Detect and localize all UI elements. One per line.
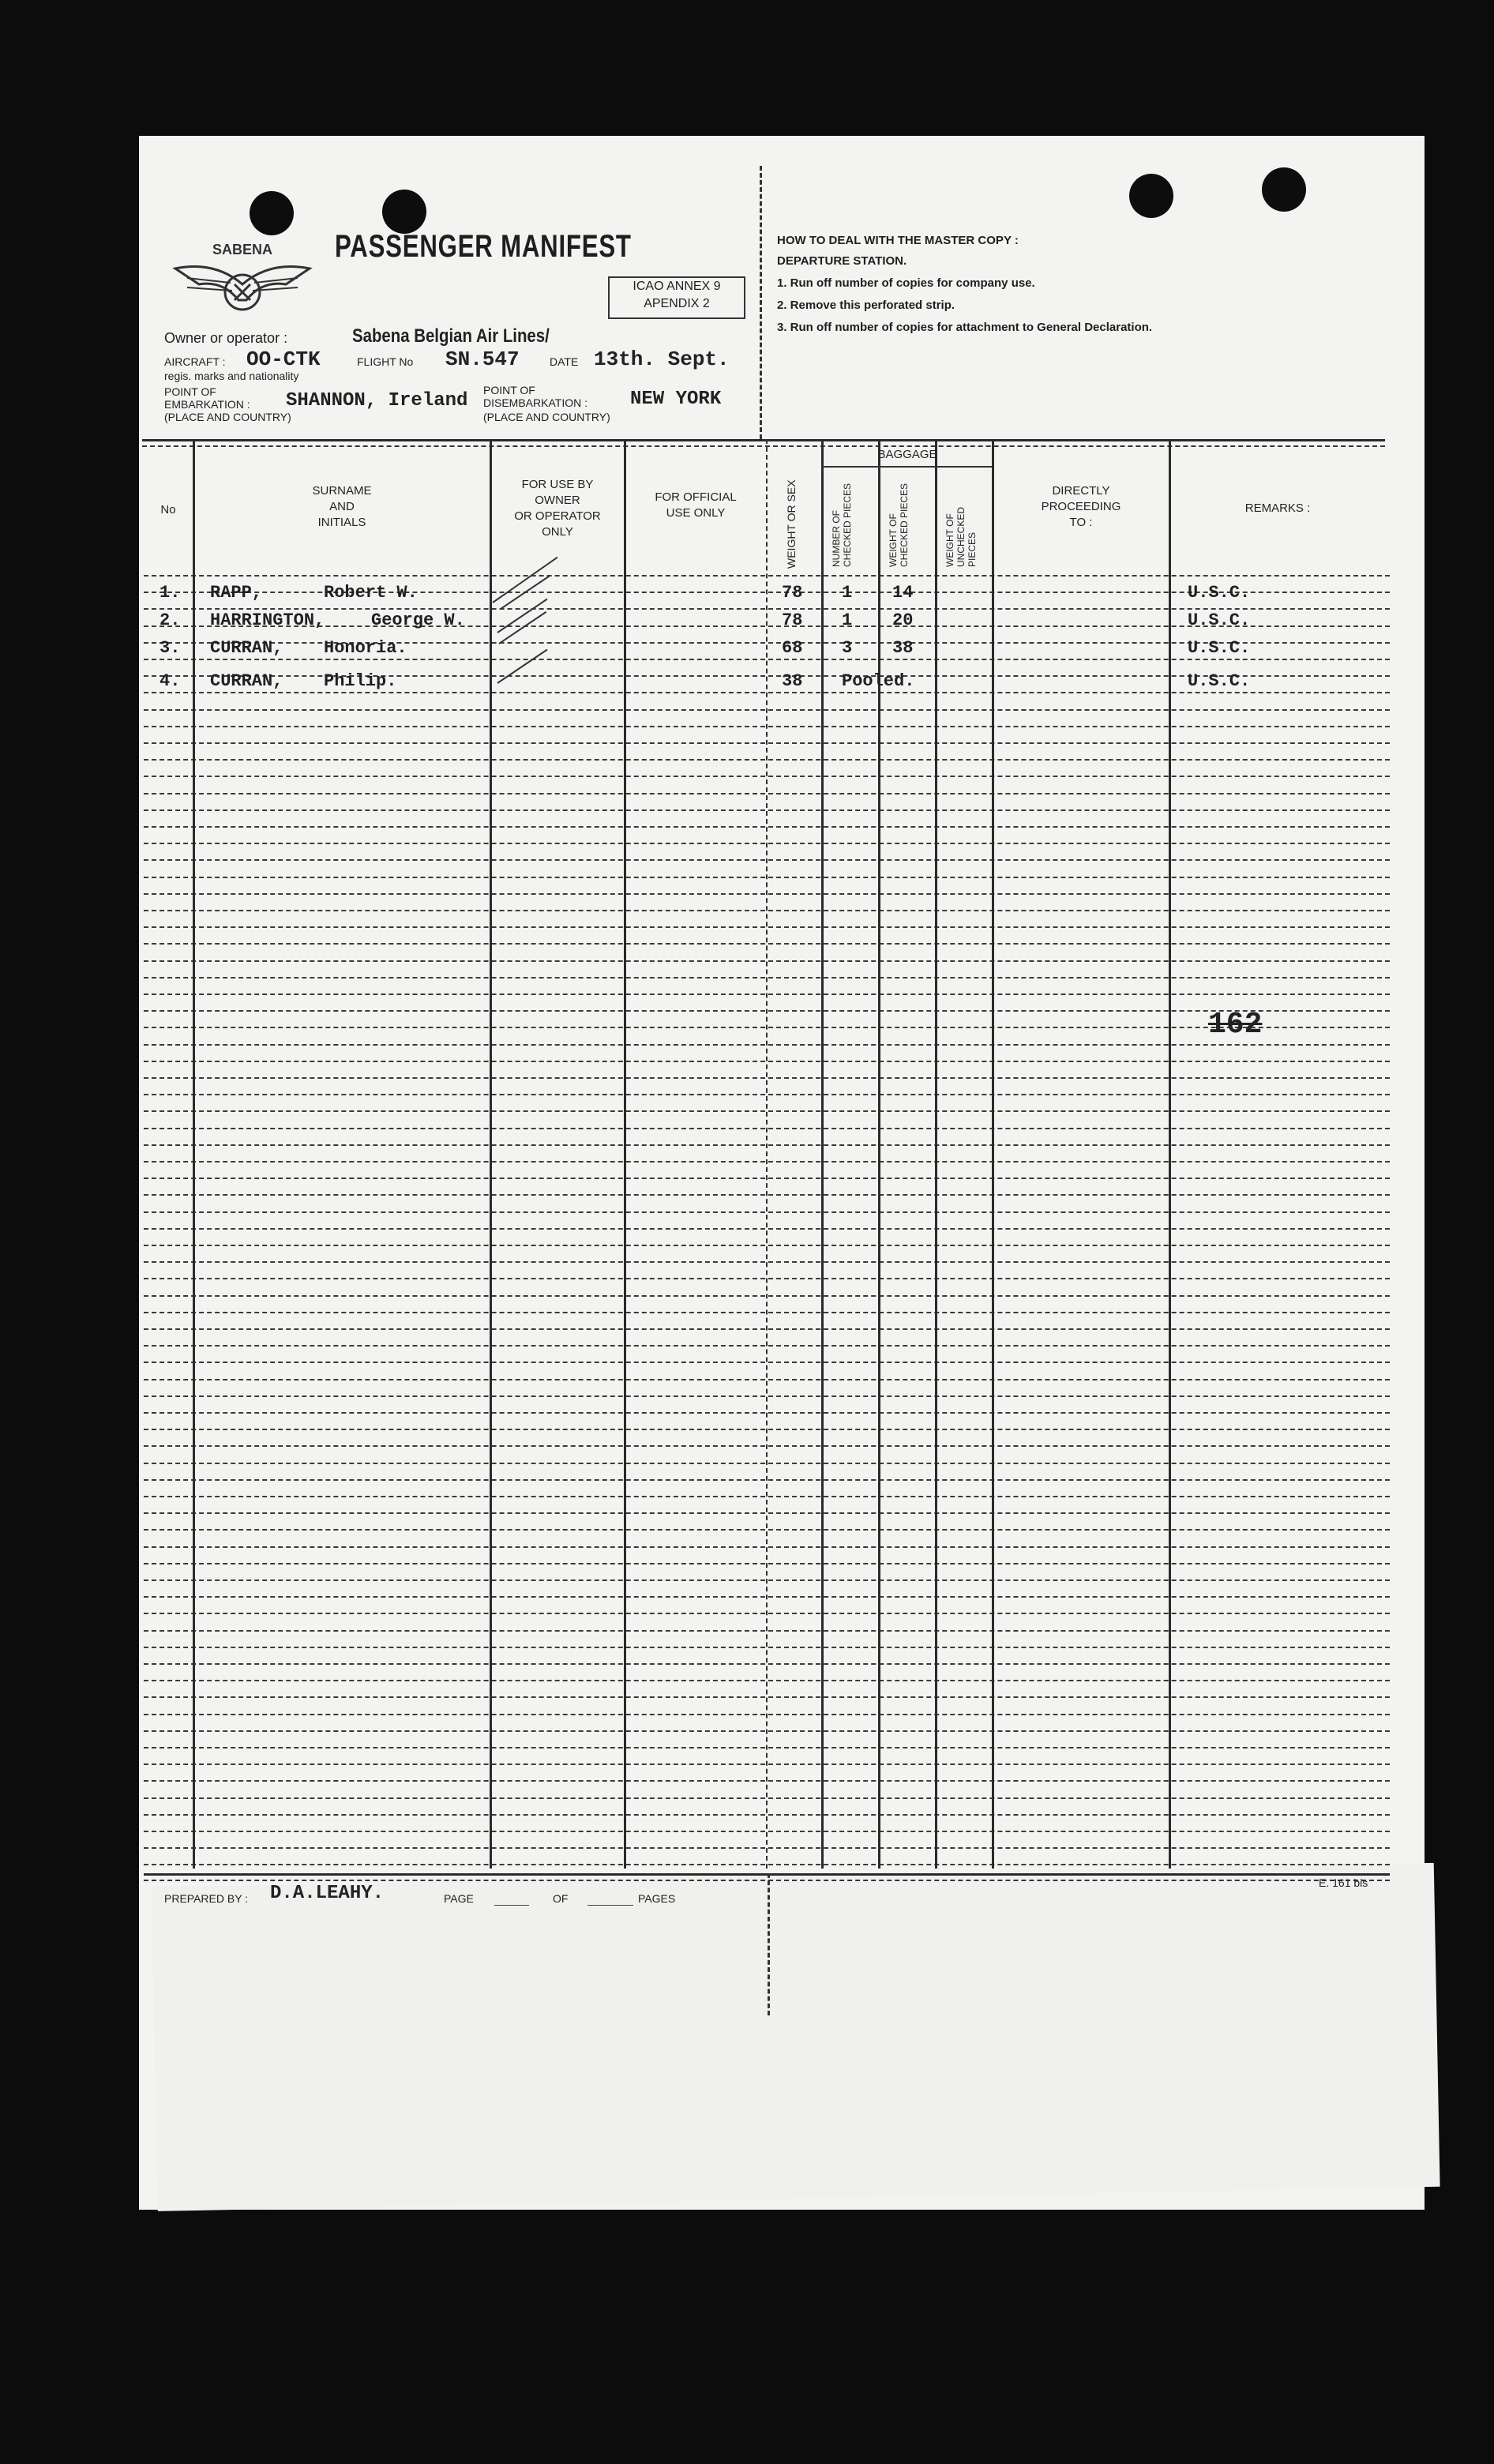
passenger-weight: 78 <box>782 583 803 603</box>
col-header-weight: WEIGHT OR SEX <box>785 479 798 569</box>
passenger-initials: Honoria. <box>324 638 407 658</box>
disembark-label-2: DISEMBARKATION : <box>483 396 587 409</box>
col-header-direct <box>993 483 1169 531</box>
page-blank <box>494 1905 529 1906</box>
passenger-surname: CURRAN, <box>210 671 283 691</box>
passenger-remarks: U.S.C. <box>1188 610 1251 630</box>
col-divider <box>935 439 937 1869</box>
owner-value: Sabena Belgian Air Lines/ <box>352 325 550 347</box>
baggage-pieces: 3 <box>842 638 853 658</box>
punch-hole <box>1129 174 1173 218</box>
disembark-value: NEW YORK <box>630 389 722 410</box>
of-label: OF <box>553 1892 569 1905</box>
perforation-line <box>768 1873 770 2015</box>
regis-label: regis. marks and nationality <box>164 370 299 382</box>
header-divider <box>760 166 762 439</box>
owner-header-line: ONLY <box>542 525 573 539</box>
row-number: 3. <box>160 638 181 658</box>
passenger-surname: RAPP, <box>210 583 263 603</box>
col-header-official <box>625 490 766 521</box>
official-header-line: USE ONLY <box>666 506 726 520</box>
punch-hole <box>250 191 294 235</box>
punch-hole <box>1262 167 1306 212</box>
passenger-remarks: U.S.C. <box>1188 638 1251 658</box>
embark-value: SHANNON, Ireland <box>286 390 468 411</box>
baggage-weight: 14 <box>892 583 914 603</box>
prepared-label: PREPARED BY : <box>164 1892 249 1905</box>
baggage-pieces: 1 <box>842 610 853 630</box>
icao-line-2: APENDIX 2 <box>644 297 710 310</box>
paper-bottom-strip <box>152 1863 1440 2211</box>
icao-line-1: ICAO ANNEX 9 <box>633 280 721 293</box>
aircraft-label: AIRCRAFT : <box>164 355 226 368</box>
owner-header-line: FOR USE BY <box>521 478 594 491</box>
row-number: 2. <box>160 610 181 630</box>
table-top-rule-2 <box>142 445 1385 449</box>
col-divider <box>821 439 824 1869</box>
instruction-4: 2. Remove this perforated strip. <box>777 299 955 312</box>
surname-header-line: INITIALS <box>317 516 366 529</box>
date-label: DATE <box>550 355 579 368</box>
instruction-3: 1. Run off number of copies for company use. <box>777 276 1035 290</box>
col-divider <box>490 439 492 1869</box>
col-header-weight-unchecked: WEIGHT OF UNCHECKED PIECES <box>944 506 978 567</box>
passenger-initials: Philip. <box>324 671 397 691</box>
passenger-surname: CURRAN, <box>210 638 283 658</box>
col-header-surname <box>194 483 490 531</box>
baggage-pieces: 1 <box>842 583 853 603</box>
passenger-remarks: U.S.C. <box>1188 671 1251 691</box>
sabena-logo <box>167 237 317 332</box>
owner-header-line: OR OPERATOR <box>514 509 601 523</box>
official-header-line: FOR OFFICIAL <box>655 490 737 504</box>
svg-text:SABENA: SABENA <box>212 242 273 257</box>
col-header-baggage: BAGGAGE <box>877 448 937 461</box>
col-header-num-checked: NUMBER OF CHECKED PIECES <box>831 483 853 567</box>
surname-header-line: SURNAME <box>312 484 372 498</box>
passenger-surname: HARRINGTON, <box>210 610 325 630</box>
col-divider <box>1169 439 1171 1869</box>
col-header-owner <box>491 477 624 540</box>
passenger-initials: George W. <box>371 610 465 630</box>
direct-header-line: DIRECTLY <box>1052 484 1110 498</box>
passenger-weight: 38 <box>782 671 803 691</box>
pages-blank <box>587 1905 633 1906</box>
col-divider <box>878 439 880 1869</box>
pages-label: PAGES <box>638 1892 676 1905</box>
flight-value: SN.547 <box>445 347 520 371</box>
passenger-initials: Robert W. <box>324 583 418 603</box>
col-divider <box>766 439 768 1869</box>
passenger-remarks: U.S.C. <box>1188 583 1251 603</box>
col-divider <box>624 439 626 1869</box>
form-title: PASSENGER MANIFEST <box>335 229 632 264</box>
baggage-weight: 20 <box>892 610 914 630</box>
row-number: 4. <box>160 671 181 691</box>
prepared-value: D.A.LEAHY. <box>270 1883 385 1904</box>
row-number: 1. <box>160 583 181 603</box>
direct-header-line: TO : <box>1069 516 1093 529</box>
instruction-5: 3. Run off number of copies for attachment to General Declaration. <box>777 321 1153 334</box>
aircraft-value: OO-CTK <box>246 347 321 371</box>
col-divider <box>992 439 994 1869</box>
footer-rule <box>144 1873 1390 1876</box>
page-label: PAGE <box>444 1892 474 1905</box>
baggage-weight: 38 <box>892 638 914 658</box>
baggage-pieces: Pooled. <box>842 671 915 691</box>
form-code: E. 161 bis <box>1319 1876 1368 1889</box>
page-number-stamp: 162 <box>1208 1008 1263 1042</box>
col-header-no: No <box>160 503 176 516</box>
surname-header-line: AND <box>329 500 355 513</box>
date-value: 13th. Sept. <box>594 347 730 371</box>
col-header-remarks: REMARKS : <box>1244 501 1311 515</box>
col-divider <box>193 439 195 1869</box>
disembark-label-1: POINT OF <box>483 384 535 396</box>
passenger-weight: 68 <box>782 638 803 658</box>
table-top-rule <box>142 439 1385 441</box>
owner-label: Owner or operator : <box>164 330 288 346</box>
passenger-weight: 78 <box>782 610 803 630</box>
baggage-underline <box>821 466 992 468</box>
col-header-weight-checked: WEIGHT OF CHECKED PIECES <box>888 483 910 567</box>
flight-label: FLIGHT No <box>357 355 414 368</box>
embark-sub: (PLACE AND COUNTRY) <box>164 411 291 423</box>
instruction-1: HOW TO DEAL WITH THE MASTER COPY : <box>777 234 1019 247</box>
embark-label-2: EMBARKATION : <box>164 398 250 411</box>
punch-hole <box>382 190 426 234</box>
disembark-sub: (PLACE AND COUNTRY) <box>483 411 610 423</box>
icao-box <box>608 276 745 319</box>
instruction-2: DEPARTURE STATION. <box>777 254 907 268</box>
direct-header-line: PROCEEDING <box>1041 500 1121 513</box>
embark-label-1: POINT OF <box>164 385 216 398</box>
owner-header-line: OWNER <box>535 494 580 507</box>
